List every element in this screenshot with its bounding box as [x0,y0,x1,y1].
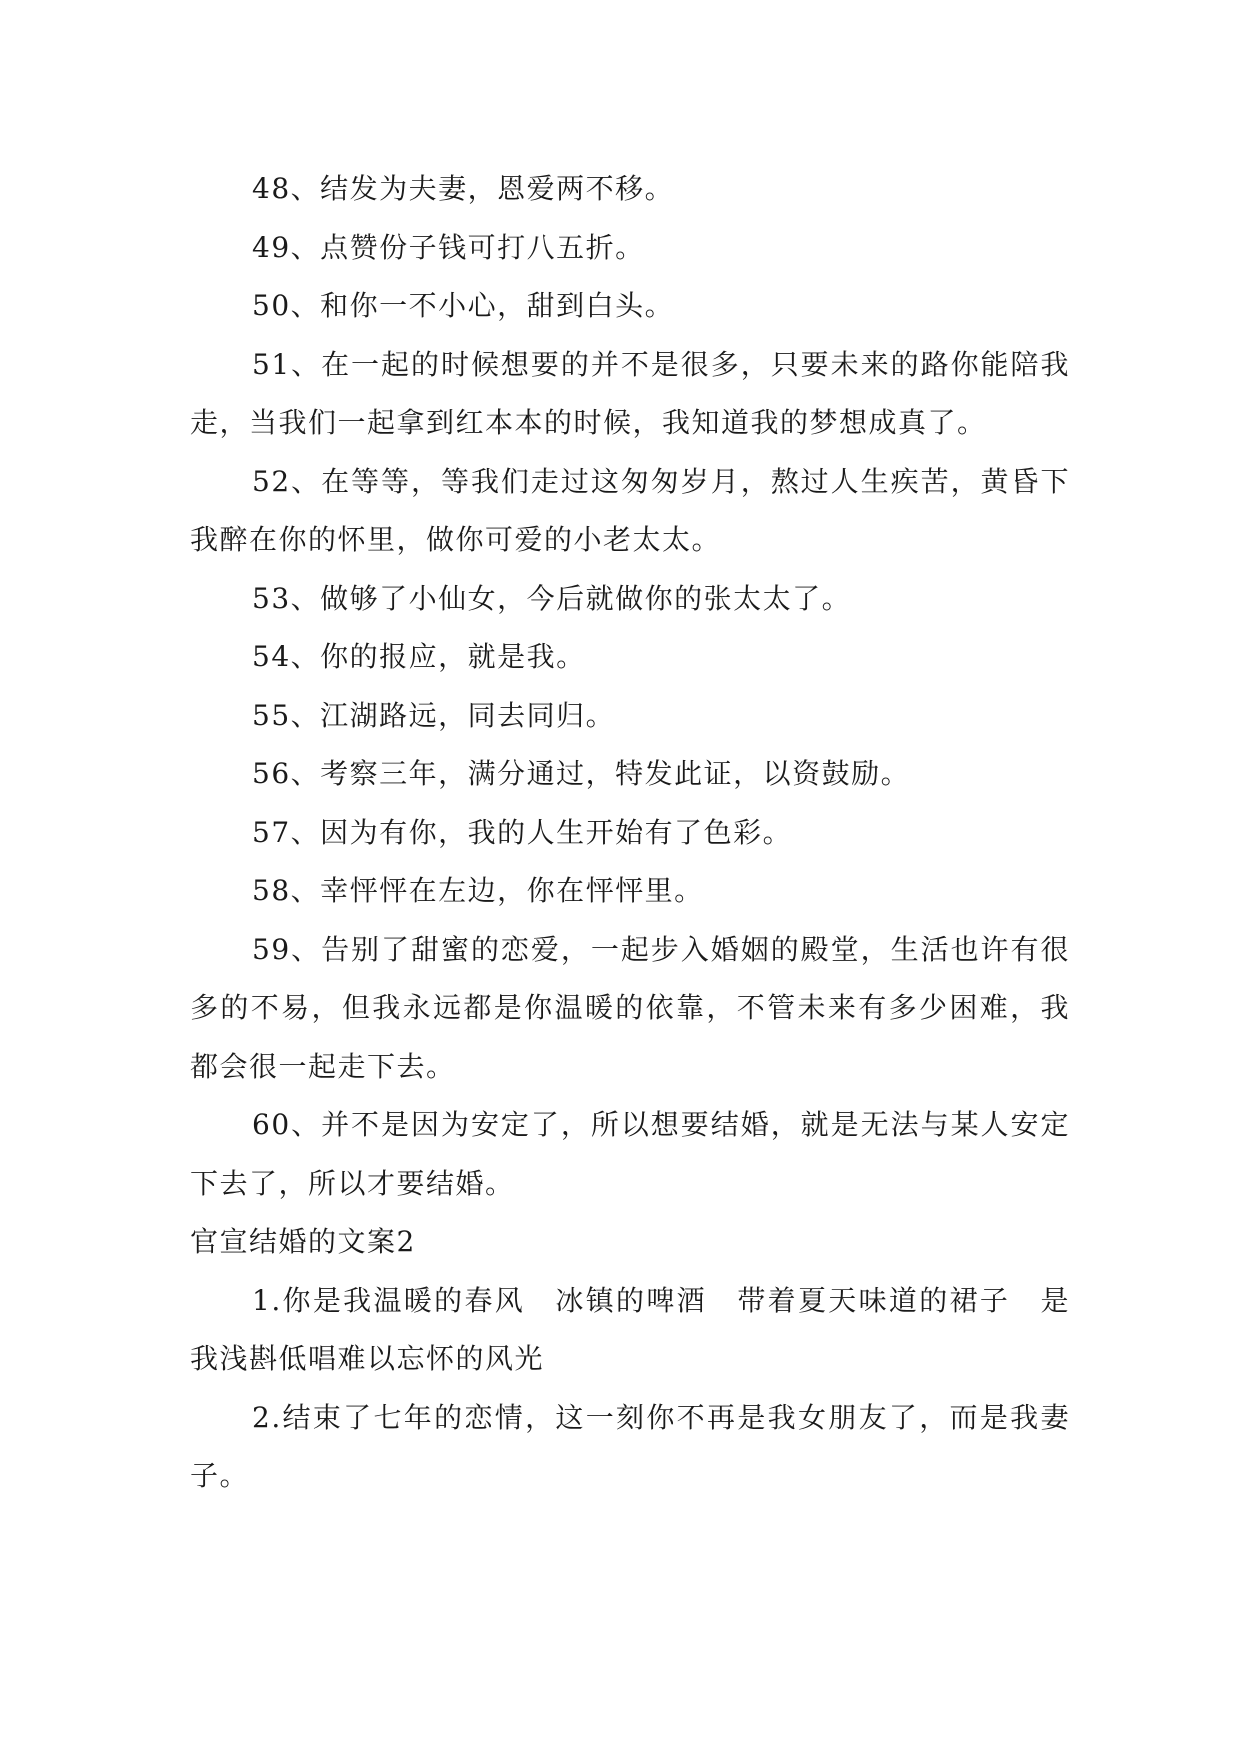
list-item: 1.你是我温暖的春风 冰镇的啤酒 带着夏天味道的裙子 是我浅斟低唱难以忘怀的风光 [190,1283,1070,1375]
section-heading: 官宣结婚的文案2 [190,1225,416,1258]
list-item: 51、在一起的时候想要的并不是很多，只要未来的路你能陪我走，当我们一起拿到红本本的时候，我知道我的梦想成真了。 [190,347,1070,439]
document-body [190,160,1070,1506]
list-item: 55、江湖路远，同去同归。 [252,698,616,732]
list-item: 54、你的报应，就是我。 [252,640,586,673]
list-item: 57、因为有你，我的人生开始有了色彩。 [252,815,793,849]
list-item: 59、告别了甜蜜的恋爱，一起步入婚姻的殿堂，生活也许有很多的不易，但我永远都是你温暖的依靠，不管未来有多少困难，我都会很一起走下去。 [190,932,1070,1083]
list-item: 2.结束了七年的恋情，这一刻你不再是我女朋友了，而是我妻子。 [190,1400,1070,1492]
list-item: 53、做够了小仙女，今后就做你的张太太了。 [252,581,852,615]
list-item: 56、考察三年，满分通过，特发此证，以资鼓励。 [252,757,911,790]
list-item: 52、在等等，等我们走过这匆匆岁月，熬过人生疾苦，黄昏下我醉在你的怀里，做你可爱的小老太太。 [190,464,1070,556]
list-item: 60、并不是因为安定了，所以想要结婚，就是无法与某人安定下去了，所以才要结婚。 [190,1108,1070,1200]
list-item: 58、幸怦怦在左边，你在怦怦里。 [252,874,704,907]
list-item: 49、点赞份子钱可打八五折。 [252,230,645,264]
list-item: 50、和你一不小心，甜到白头。 [252,289,675,322]
list-item: 48、结发为夫妻，恩爱两不移。 [252,172,675,205]
